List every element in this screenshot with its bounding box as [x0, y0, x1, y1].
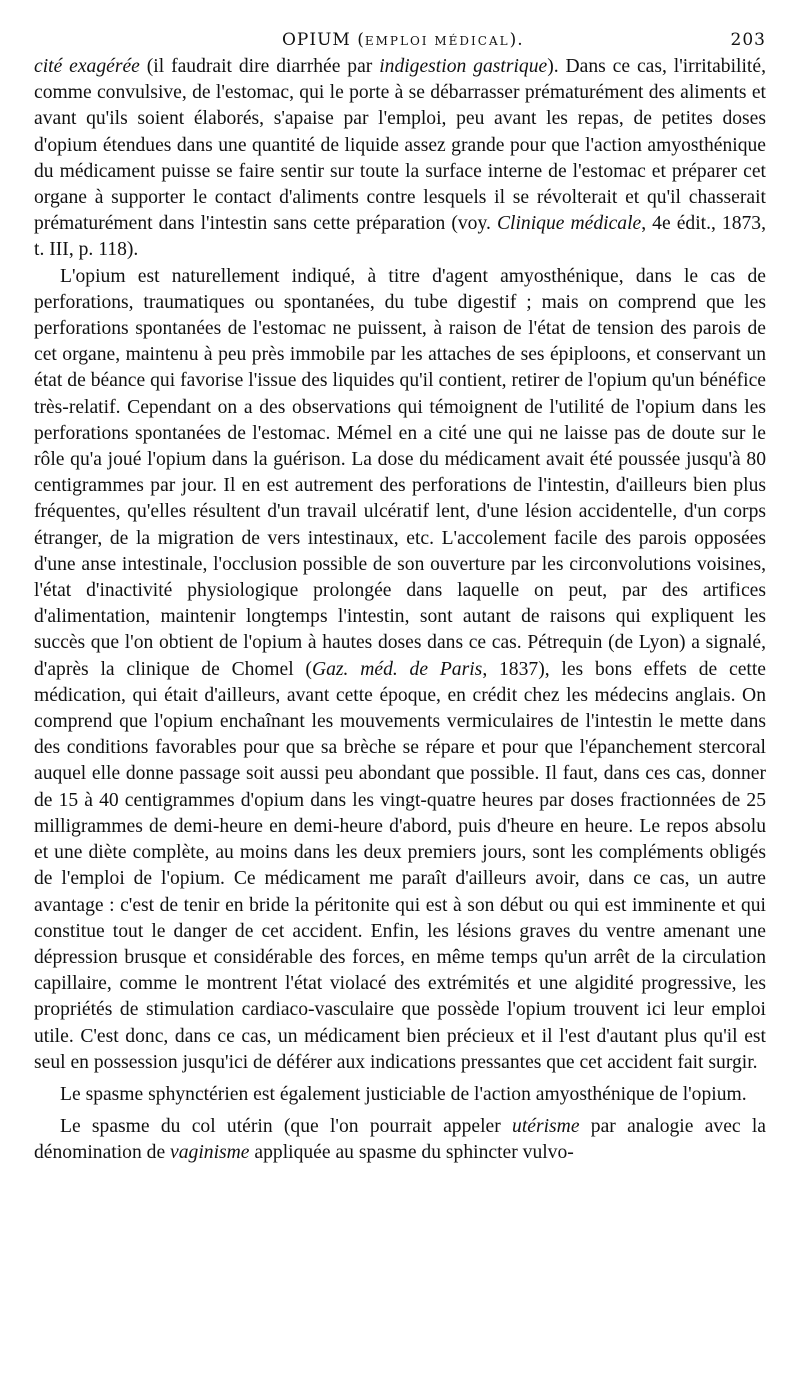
running-title — [282, 30, 524, 50]
text-segment: L'opium est naturellement indiqué, à titre d'agent amyosthénique, dans le cas de perforations, traumatiques ou spontanées, du tube digestif ; mais on comprend que les perforations spontanées de l'estomac ne puissent, à raison de l'état de tension des parois de cet organe, maintenu à peu près immobile par les attaches de ses épiploons, et conservant un état de béance qui favorise l'issue des liquides qu'il contient, retirer de l'opium qu'un bénéfice très-relatif. Cependant on a des observations qui témoignent de l'utilité de l'opium dans les perforations spontanées de l'estomac. Mémel en a cité une qui ne laisse pas de doute sur le rôle qu'a joué l'opium dans la guérison. La dose du médicament avait été poussée jusqu'à 80 centigrammes par jour. Il en est autrement des perforations de l'intestin, d'ailleurs bien plus fréquentes, qu'elles résultent d'un travail ulcératif lent, d'une lésion accidentelle, d'un corps étranger, de la migration de vers intestinaux, etc. L'accolement facile des parois opposées d'une anse intestinale, l'occlusion possible de son ouverture par les circonvolutions voisines, l'état d'inactivité physiologique prolongée dans laquelle on peut, par des artifices d'alimentation, maintenir longtemps l'intestin, sont autant de raisons qui expliquent les succès que l'on obtient de l'opium à hautes doses dans ce cas. Pétrequin (de Lyon) a signalé, d'après la clinique de Chomel ( — [34, 265, 766, 680]
paragraph-4 — [34, 1114, 766, 1166]
text-segment: , 1837), les bons effets de cette médication, qui était d'ailleurs, avant cette époque, en crédit chez les médecins anglais. On comprend que l'opium enchaînant les mouvements vermiculaires de l'intestin le mette dans des conditions favorables pour que sa brèche se répare et pour que l'épanchement stercoral auquel elle donne passage soit aussi peu abondant que possible. Il faut, dans ces cas, donner de 15 à 40 centigrammes d'opium dans les vingt-quatre heures par doses fractionnées de 25 milligrammes de demi-heure en demi-heure d'abord, puis d'heure en heure. Le repos absolu et une diète complète, au moins dans les deux premiers jours, sont les compléments obligés de l'emploi de l'opium. Ce médicament me paraît d'ailleurs avoir, dans ce cas, un autre avantage : c'est de tenir en bride la péritonite qui est à son début ou qui est imminente et qui constitue tout le danger de cet accident. Enfin, les lésions graves du ventre amenant une dépression brusque et considérable des forces, en même temps qu'un arrêt de la circulation capillaire, comme le montrent l'état violacé des extrémités et une algidité progressive, les propriétés de stimulation cardiaco-vasculaire que possède l'opium trouvent ici leur emploi utile. C'est donc, dans ce cas, un médicament bien précieux et il l'est d'autant plus qu'il est seul en possession jusqu'ici de déférer aux indications pressantes que cet accident fait surgir. — [34, 658, 766, 1073]
italic-text-segment: vaginisme — [170, 1142, 250, 1164]
paragraph-2 — [34, 264, 766, 1076]
running-title-close: ). — [509, 30, 524, 50]
document-page — [34, 18, 766, 1167]
text-segment: , 4e édit., 1873, t. III, p. 118). — [34, 213, 767, 261]
text-segment: appliquée au spasme du sphincter vulvo- — [249, 1142, 574, 1164]
italic-text-segment: cité exagérée — [34, 56, 140, 77]
running-header — [34, 18, 766, 54]
page-number: 203 — [730, 30, 766, 50]
italic-text-segment: indigestion gastrique — [379, 56, 548, 77]
text-segment: (il faudrait dire diarrhée par — [139, 56, 380, 77]
italic-text-segment: Clinique médicale — [496, 213, 642, 235]
body-text — [34, 54, 766, 1167]
running-title-small-caps: EMPLOI MÉDICAL — [364, 34, 510, 48]
italic-text-segment: utérisme — [512, 1116, 580, 1138]
paragraph-1 — [34, 54, 766, 264]
text-segment: Le spasme du col utérin (que l'on pourrait appeler — [60, 1116, 513, 1138]
text-segment: ). Dans ce cas, l'irritabilité, comme convulsive, de l'estomac, qui le porte à se débarrasser prématurément des aliments et avant qu'ils soient élaborés, s'apaise par l'emploi, peu avant les repas, de petites doses d'opium étendues dans une quantité de liquide assez grande pour que l'action amyosthénique du médicament puisse se faire sentir sur toute la surface interne de l'estomac et préparer cet organe à supporter le contact d'aliments contre lesquels il se révolterait et qu'il chasserait prématurément dans l'intestin sans cette préparation (voy. — [34, 56, 766, 235]
italic-text-segment: Gaz. méd. de Paris — [311, 658, 483, 680]
running-title-main: OPIUM ( — [282, 30, 365, 50]
paragraph-3 — [34, 1082, 766, 1108]
text-segment: Le spasme sphynctérien est également justiciable de l'action amyosthénique de l'opium. — [60, 1083, 747, 1105]
text-segment: par analogie avec la dénomination de — [34, 1116, 766, 1164]
